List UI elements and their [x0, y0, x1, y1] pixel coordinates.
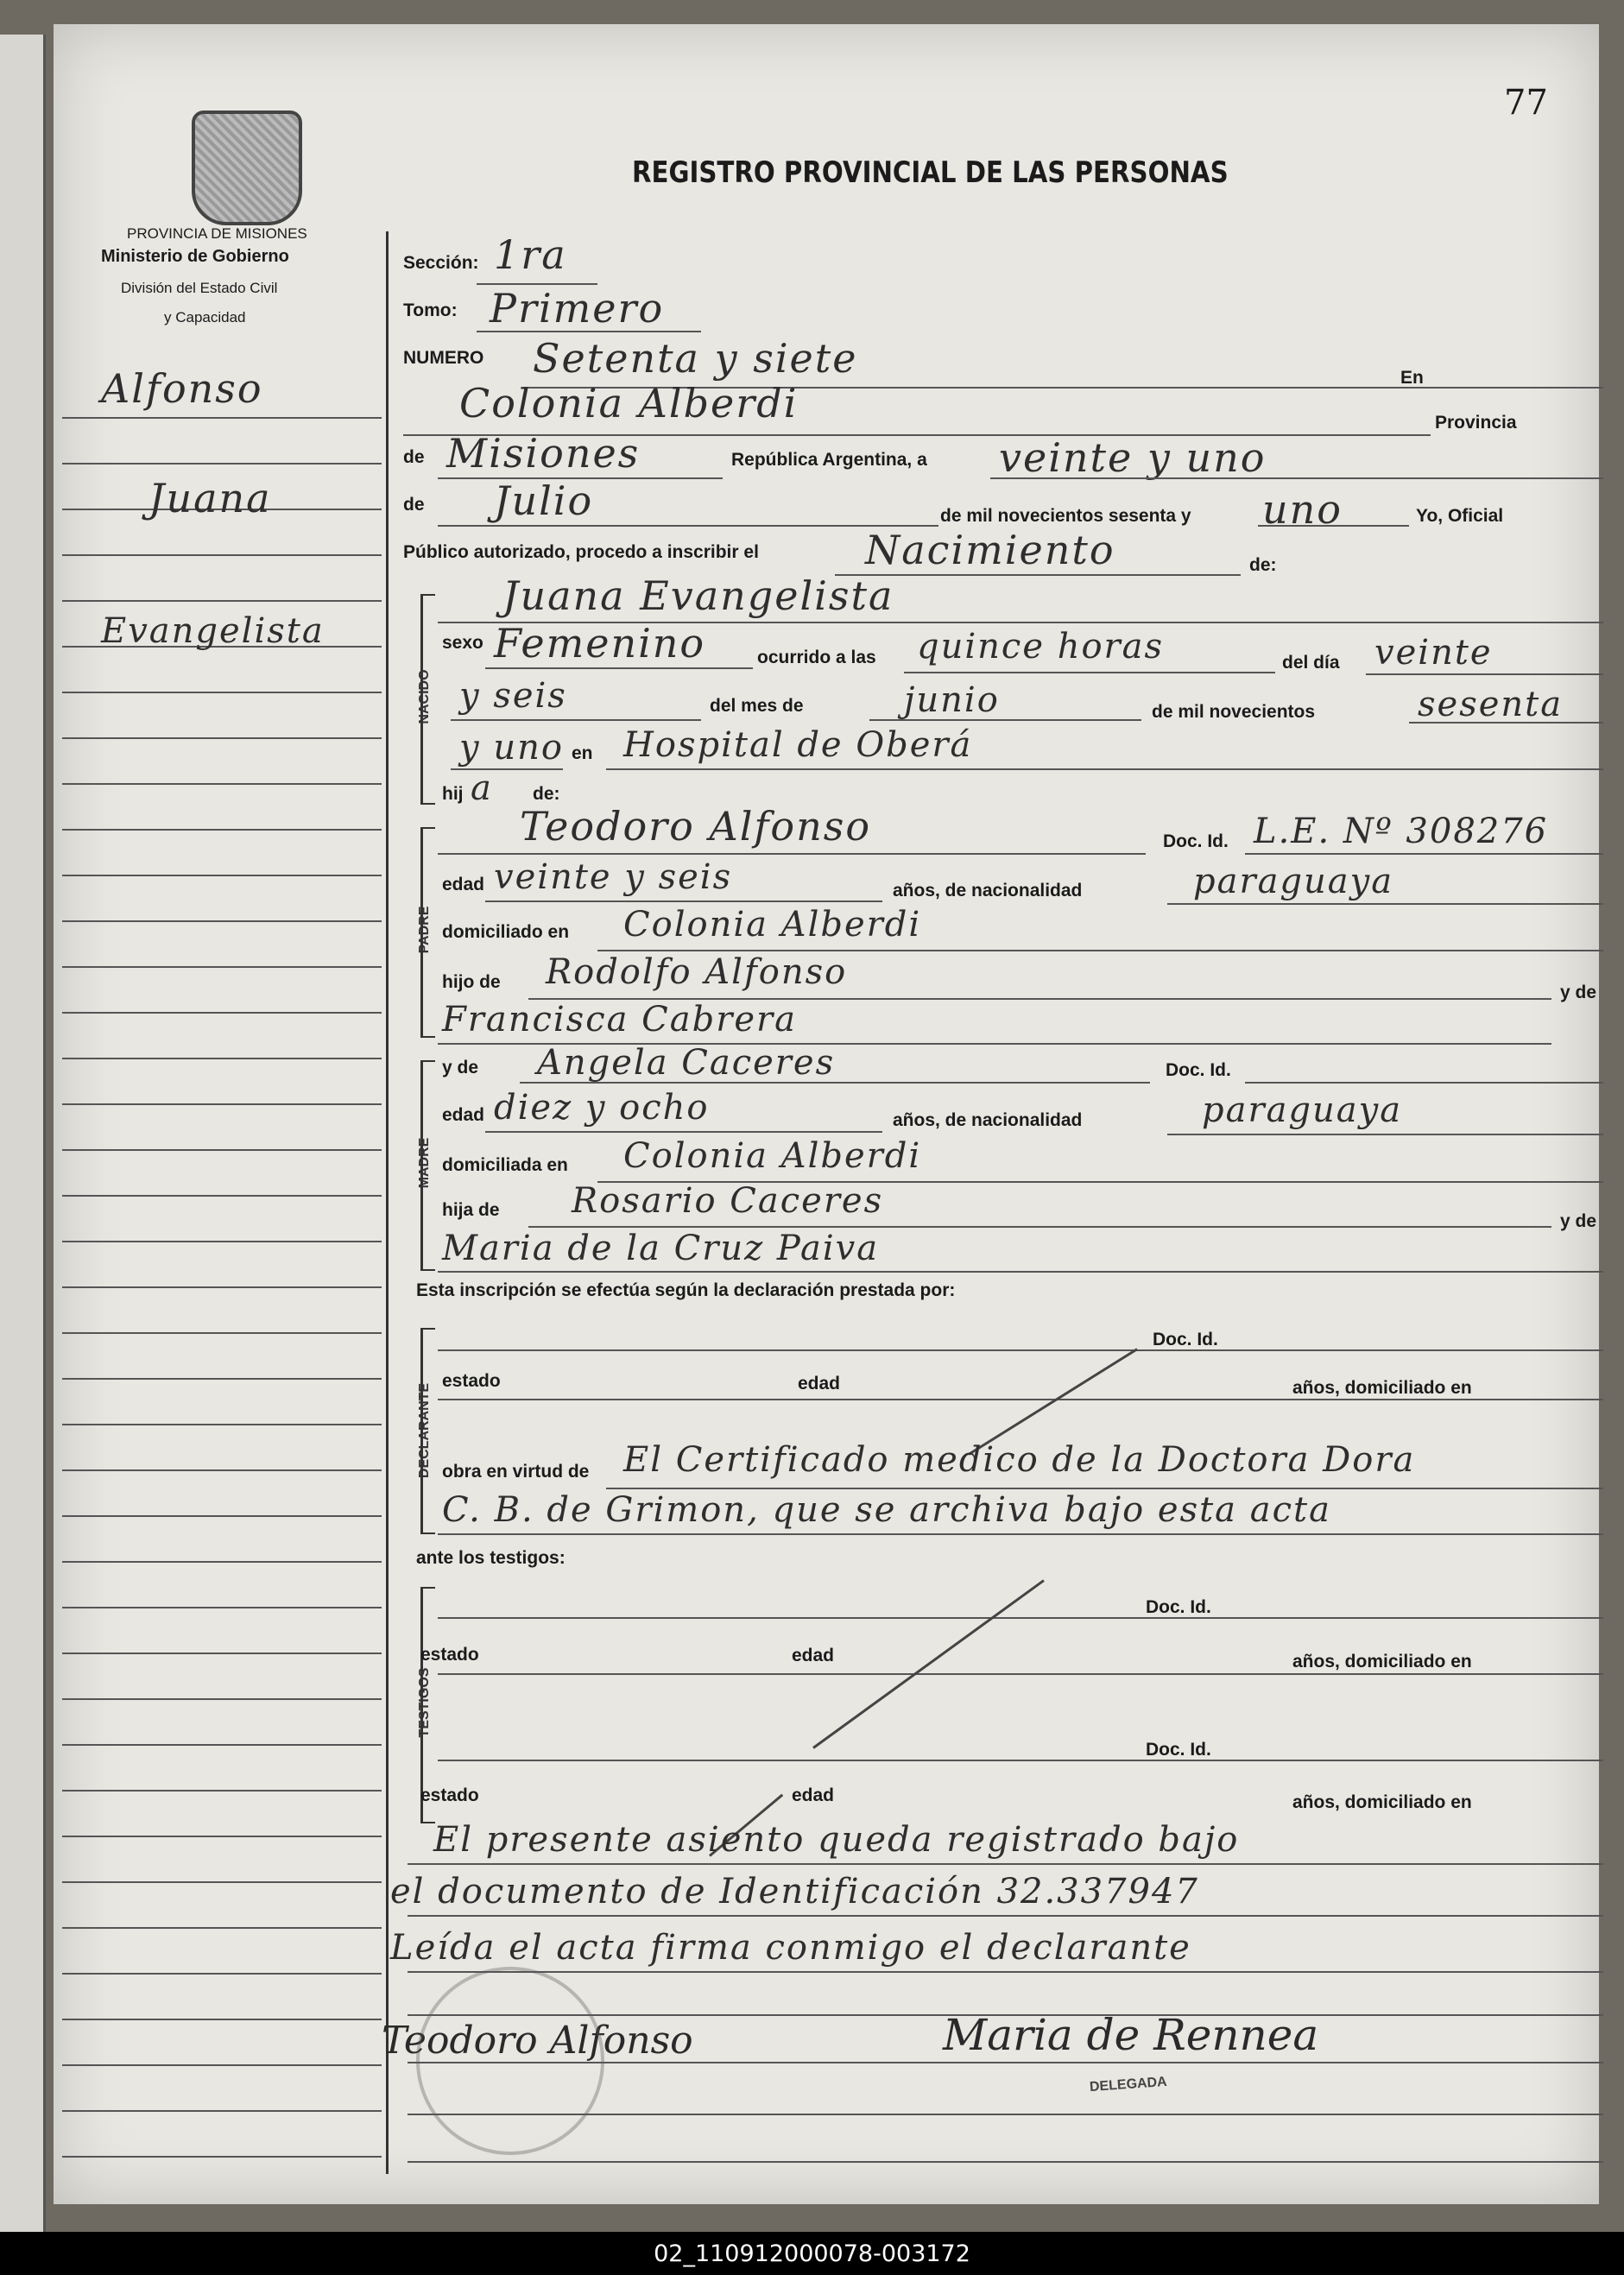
hija-de-label: de:	[533, 784, 560, 804]
en-label-2: en	[572, 743, 593, 763]
tomo-label: Tomo:	[403, 300, 458, 320]
mes-value: Julio	[494, 477, 594, 524]
declaracion-label: Esta inscripción se efectúa según la declaración prestada por:	[416, 1280, 956, 1300]
tomo-value: Primero	[490, 285, 665, 332]
division-heading-1: División del Estado Civil	[121, 280, 278, 296]
anio-nac2-value: y uno	[459, 728, 564, 768]
hija-suffix: a	[471, 768, 493, 808]
padre-value: Teodoro Alfonso	[520, 803, 872, 850]
declarante-edad-label: edad	[798, 1374, 841, 1393]
dia-nac-value: veinte	[1374, 633, 1493, 673]
anio-value: uno	[1262, 486, 1343, 533]
lugar-value: Colonia Alberdi	[459, 380, 799, 427]
declarante-estado-label: estado	[442, 1371, 501, 1391]
testigo1-edad-label: edad	[792, 1646, 835, 1665]
image-id-text: 02_110912000078-003172	[654, 2240, 970, 2267]
padre-dom-label: domiciliado en	[442, 922, 570, 942]
republica-label: República Argentina, a	[731, 450, 927, 470]
padre-madre-value: Francisca Cabrera	[442, 1000, 797, 1040]
ministry-heading: Ministerio de Gobierno	[101, 247, 289, 266]
testigo1-estado-label: estado	[420, 1645, 479, 1665]
testigo2-doc-label: Doc. Id.	[1146, 1740, 1211, 1760]
padre-hijo-de-value: Rodolfo Alfonso	[546, 952, 848, 992]
de-colon-label: de:	[1249, 555, 1277, 575]
declarante-anos-dom-label: años, domiciliado en	[1292, 1378, 1472, 1398]
seccion-label: Sección:	[403, 253, 479, 273]
nota-line-3: Leída el acta firma conmigo el declarante	[390, 1928, 1191, 1968]
madre-edad-value: diez y ocho	[494, 1088, 710, 1128]
register-page	[54, 24, 1599, 2204]
declarante-doc-label: Doc. Id.	[1153, 1330, 1218, 1349]
testigo2-anos-dom-label: años, domiciliado en	[1292, 1792, 1472, 1812]
mil-nov-label: de mil novecientos	[1152, 702, 1316, 722]
division-heading-2: y Capacidad	[164, 309, 246, 325]
provincia-label: Provincia	[1435, 413, 1517, 433]
obra-value-2: C. B. de Grimon, que se archiva bajo esta acta	[442, 1490, 1331, 1530]
firma-oficial: Maria de Rennea	[943, 2010, 1319, 2060]
padre-nac-value: paraguaya	[1193, 862, 1394, 901]
obra-label: obra en virtud de	[442, 1462, 590, 1482]
de-mil-label: de mil novecientos sesenta y	[940, 506, 1191, 526]
testigos-strike	[812, 1579, 1045, 1748]
madre-value: Angela Caceres	[537, 1043, 836, 1083]
margin-note-surname: Alfonso	[101, 365, 263, 412]
madre-dom-value: Colonia Alberdi	[623, 1136, 922, 1176]
madre-y-de-label-2: y de	[1560, 1211, 1597, 1231]
madre-y-de-label: y de	[442, 1058, 479, 1077]
anio-nac-value: sesenta	[1418, 685, 1564, 724]
testigo2-estado-label: estado	[420, 1785, 479, 1805]
hora-value: quince horas	[917, 627, 1165, 667]
madre-doc-label: Doc. Id.	[1166, 1060, 1231, 1080]
nota-line-1: El presente asiento queda registrado bajo	[433, 1820, 1240, 1860]
testigo2-edad-label: edad	[792, 1785, 835, 1805]
padre-dom-value: Colonia Alberdi	[623, 905, 922, 945]
nota-line-2: el documento de Identificación 32.337947	[390, 1872, 1199, 1912]
official-stamp-circle-icon	[416, 1967, 604, 2155]
madre-hija-de-value: Rosario Caceres	[572, 1181, 884, 1221]
nacido-side-label: NACIDO	[417, 669, 432, 724]
padre-nac-label: años, de nacionalidad	[893, 881, 1083, 901]
madre-nac-label: años, de nacionalidad	[893, 1110, 1083, 1130]
yo-oficial-label: Yo, Oficial	[1416, 506, 1504, 526]
padre-edad-label: edad	[442, 875, 485, 894]
madre-nac-value: paraguaya	[1202, 1090, 1403, 1130]
sexo-label: sexo	[442, 633, 483, 653]
margin-note-name: Juana	[148, 475, 272, 521]
nombre-value: Juana Evangelista	[502, 572, 894, 619]
padre-hijo-de-label: hijo de	[442, 972, 501, 992]
en-label: En	[1400, 368, 1424, 388]
provincia-value: Misiones	[446, 430, 641, 477]
declarante-side-label: DECLARANTE	[417, 1382, 432, 1479]
dia-value: veinte y uno	[999, 434, 1267, 481]
coat-of-arms-seal-icon	[192, 111, 302, 225]
margin-divider	[386, 231, 389, 2174]
padre-doc-value: L.E. Nº 308276	[1254, 812, 1549, 851]
hija-label: hij	[442, 784, 464, 804]
image-id-footer	[0, 2232, 1624, 2275]
official-stamp-text: DELEGADA	[1089, 2074, 1168, 2095]
madre-side-label: MADRE	[417, 1137, 432, 1189]
acto-value: Nacimiento	[865, 527, 1115, 573]
page-number: 77	[1504, 83, 1548, 123]
sexo-value: Femenino	[494, 620, 706, 667]
previous-page-edge	[0, 35, 46, 2232]
testigo1-doc-label: Doc. Id.	[1146, 1597, 1211, 1617]
testigo1-anos-dom-label: años, domiciliado en	[1292, 1652, 1472, 1671]
firma-declarante: Teodoro Alfonso	[382, 2019, 693, 2063]
madre-hija-de-label: hija de	[442, 1200, 500, 1220]
padre-side-label: PADRE	[417, 906, 432, 954]
dia-nac2-value: y seis	[459, 676, 567, 716]
madre-edad-label: edad	[442, 1105, 485, 1125]
padre-doc-label: Doc. Id.	[1163, 831, 1229, 851]
madre-madre-value: Maria de la Cruz Paiva	[442, 1229, 880, 1268]
seccion-value: 1ra	[494, 231, 567, 278]
margin-note-name2: Evangelista	[101, 611, 325, 651]
de-label: de	[403, 447, 425, 467]
mes-nac-value: junio	[904, 680, 1000, 720]
padre-edad-value: veinte y seis	[494, 857, 733, 897]
del-dia-label: del día	[1282, 653, 1340, 673]
ocurrido-label: ocurrido a las	[757, 648, 876, 667]
numero-value: Setenta y siete	[533, 335, 858, 382]
madre-dom-label: domiciliada en	[442, 1155, 568, 1175]
document-title: REGISTRO PROVINCIAL DE LAS PERSONAS	[632, 155, 1229, 190]
numero-label: NUMERO	[403, 348, 484, 368]
testigos-side-label: TESTIGOS	[417, 1667, 432, 1738]
padre-y-de-label: y de	[1560, 983, 1597, 1002]
de-label-2: de	[403, 495, 425, 515]
testigos-label: ante los testigos:	[416, 1548, 566, 1568]
province-heading: PROVINCIA DE MISIONES	[127, 225, 307, 242]
del-mes-label: del mes de	[710, 696, 804, 716]
lugar-nac-value: Hospital de Oberá	[623, 725, 973, 765]
publico-label: Público autorizado, procedo a inscribir el	[403, 542, 759, 562]
obra-value-1: El Certificado medico de la Doctora Dora	[623, 1440, 1416, 1480]
